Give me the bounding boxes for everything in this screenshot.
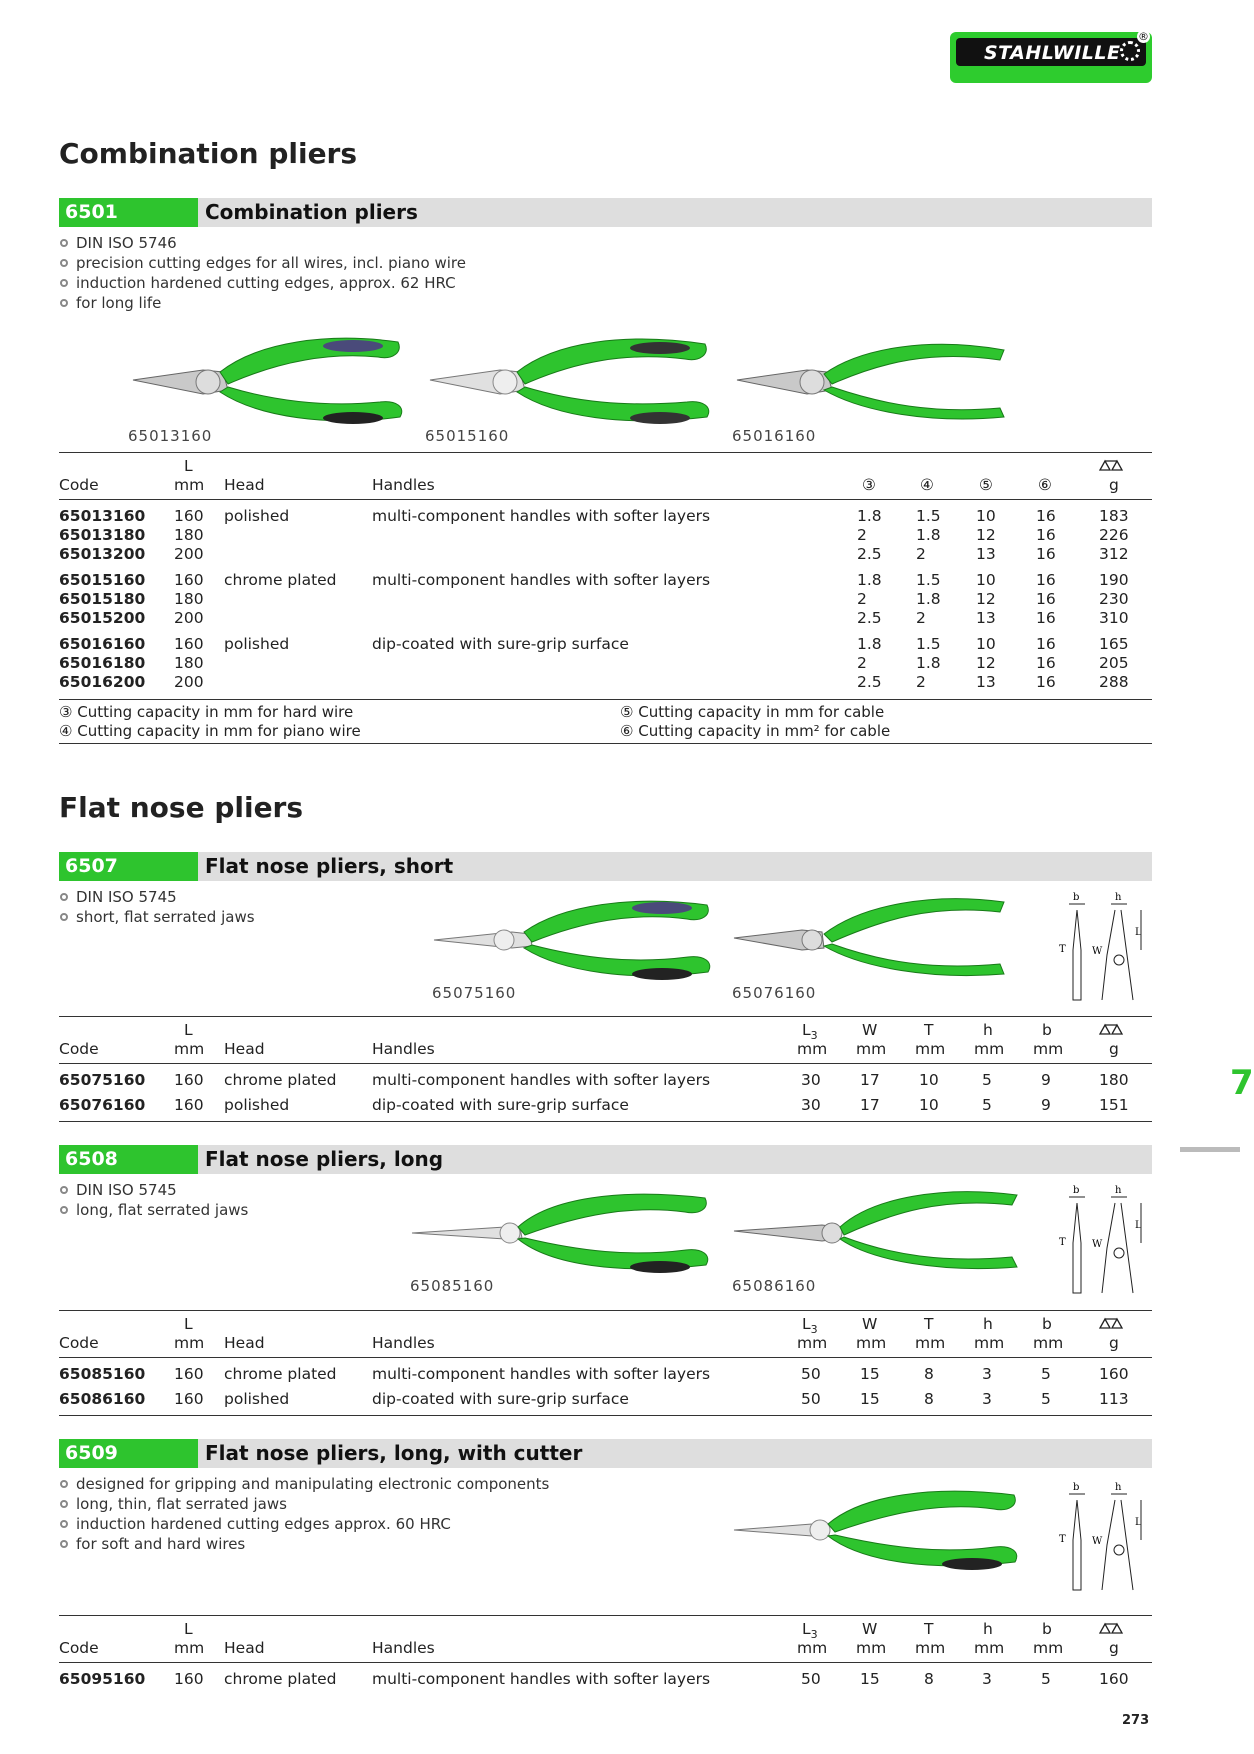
cell-c5: 12 (976, 654, 996, 672)
cell-b: 9 (1041, 1096, 1051, 1114)
cell-weight: 151 (1099, 1096, 1129, 1114)
feature-item: DIN ISO 5746 (59, 233, 466, 253)
cell-handles: multi-component handles with softer layers (372, 1365, 711, 1383)
diagram-label-h: h (1115, 892, 1122, 903)
cell-weight: 113 (1099, 1390, 1129, 1408)
diagram-label-b: b (1073, 1482, 1080, 1493)
plier-image-65075160 (432, 890, 712, 990)
col-header-mm: mm (915, 1639, 946, 1657)
registered-icon: ® (1138, 30, 1149, 43)
col-header-mm: mm (797, 1639, 828, 1657)
weight-icon (1097, 1316, 1125, 1330)
cell-c3: 2.5 (857, 545, 882, 563)
brand-name: STAHLWILLE (984, 42, 1121, 64)
cell-c3: 2.5 (857, 673, 882, 691)
col-header-code: Code (59, 1040, 99, 1058)
plier-image-65016160 (732, 332, 1012, 432)
cell-head: polished (224, 507, 290, 525)
cell-c5: 13 (976, 545, 996, 563)
feature-item: induction hardened cutting edges approx. 60 HRC (59, 1514, 549, 1534)
col-header-T: T (924, 1315, 934, 1333)
cell-T: 8 (924, 1390, 934, 1408)
plier-image-65076160 (732, 890, 1012, 990)
cell-c3: 2.5 (857, 609, 882, 627)
col-header-mm: mm (915, 1040, 946, 1058)
cell-c5: 10 (976, 635, 996, 653)
col-header-code: Code (59, 1639, 99, 1657)
cell-T: 8 (924, 1670, 934, 1688)
cell-b: 5 (1041, 1670, 1051, 1688)
footnote-rule (59, 743, 1152, 744)
product-code: 6507 (59, 852, 198, 881)
col-header-mm: mm (915, 1334, 946, 1352)
col-header-c4: ④ (920, 476, 934, 494)
product-code: 6508 (59, 1145, 198, 1174)
cell-b: 5 (1041, 1390, 1051, 1408)
table-header-rule (59, 1662, 1152, 1663)
image-label: 65085160 (410, 1277, 495, 1295)
image-label: 65076160 (732, 984, 817, 1002)
page-number: 273 (1122, 1713, 1150, 1728)
col-header-b: b (1042, 1620, 1052, 1638)
table-bottom-rule (59, 1415, 1152, 1416)
cell-c6: 16 (1036, 654, 1056, 672)
col-header-W: W (862, 1315, 878, 1333)
plier-image-65013160 (128, 332, 408, 432)
table-header-rule (59, 499, 1152, 500)
product-title: Combination pliers (205, 200, 418, 224)
cell-L: 160 (174, 1670, 204, 1688)
col-header-L: L (184, 1021, 193, 1039)
col-header-code: Code (59, 1334, 99, 1352)
plier-image-65086160 (732, 1183, 1022, 1283)
col-header-h: h (983, 1021, 993, 1039)
image-label: 65075160 (432, 984, 517, 1002)
col-header-L: L (184, 457, 193, 475)
cell-weight: 183 (1099, 507, 1129, 525)
col-header-mm: mm (1033, 1040, 1064, 1058)
diagram-label-L: L (1135, 927, 1142, 938)
cell-weight: 226 (1099, 526, 1129, 544)
cell-h: 5 (982, 1096, 992, 1114)
cell-c5: 10 (976, 571, 996, 589)
cell-c4: 2 (916, 609, 926, 627)
cell-c6: 16 (1036, 673, 1056, 691)
cell-L: 180 (174, 526, 204, 544)
col-header-mm: mm (1033, 1639, 1064, 1657)
product-bar-6507 (59, 852, 1152, 881)
cell-b: 5 (1041, 1365, 1051, 1383)
col-header-weight: g (1109, 1334, 1119, 1352)
diagram-label-T: T (1059, 1534, 1066, 1545)
cell-handles: multi-component handles with softer layers (372, 1071, 711, 1089)
col-header-L3-main: L (802, 1021, 811, 1039)
col-header-L3-sub: 3 (810, 1029, 818, 1043)
col-header-W: W (862, 1021, 878, 1039)
product-title: Flat nose pliers, long (205, 1147, 444, 1171)
cell-c3: 2 (857, 526, 867, 544)
col-header-mm: mm (797, 1040, 828, 1058)
cell-weight: 160 (1099, 1670, 1129, 1688)
feature-list-6508 (59, 1180, 248, 1220)
cell-c6: 16 (1036, 635, 1056, 653)
diagram-label-L: L (1135, 1220, 1142, 1231)
image-label: 65086160 (732, 1277, 817, 1295)
col-header-mm: mm (856, 1639, 887, 1657)
cell-W: 15 (860, 1365, 880, 1383)
col-header-T: T (924, 1620, 934, 1638)
cell-code: 65075160 (59, 1071, 146, 1089)
cell-W: 15 (860, 1670, 880, 1688)
col-header-handles: Handles (372, 476, 435, 494)
col-header-h: h (983, 1620, 993, 1638)
cell-c5: 12 (976, 590, 996, 608)
cell-c3: 1.8 (857, 507, 882, 525)
col-header-L3 (802, 1315, 818, 1336)
cell-L: 160 (174, 635, 204, 653)
cell-c6: 16 (1036, 507, 1056, 525)
cell-weight: 180 (1099, 1071, 1129, 1089)
diagram-label-T: T (1059, 1237, 1066, 1248)
col-header-mm: mm (174, 1639, 205, 1657)
col-header-c6: ⑥ (1038, 476, 1052, 494)
footnote: ⑤ Cutting capacity in mm for cable (620, 703, 885, 721)
cell-L: 160 (174, 1096, 204, 1114)
cell-weight: 160 (1099, 1365, 1129, 1383)
cell-handles: dip-coated with sure-grip surface (372, 635, 629, 653)
cell-handles: multi-component handles with softer layers (372, 507, 711, 525)
col-header-head: Head (224, 1639, 265, 1657)
gear-icon (1120, 41, 1140, 61)
weight-icon (1097, 1621, 1125, 1635)
diagram-label-b: b (1073, 1185, 1080, 1196)
cell-c4: 2 (916, 545, 926, 563)
diagram-label-L: L (1135, 1517, 1142, 1528)
col-header-L3-main: L (802, 1620, 811, 1638)
col-header-weight: g (1109, 1040, 1119, 1058)
cell-b: 9 (1041, 1071, 1051, 1089)
cell-L: 160 (174, 571, 204, 589)
cell-handles: dip-coated with sure-grip surface (372, 1096, 629, 1114)
col-header-mm: mm (856, 1334, 887, 1352)
cell-code: 65016200 (59, 673, 146, 691)
cell-handles: dip-coated with sure-grip surface (372, 1390, 629, 1408)
cell-W: 15 (860, 1390, 880, 1408)
image-label: 65015160 (425, 427, 510, 445)
diagram-label-b: b (1073, 892, 1080, 903)
col-header-head: Head (224, 476, 265, 494)
feature-item: long, flat serrated jaws (59, 1200, 248, 1220)
section-heading-flatnose: Flat nose pliers (59, 791, 304, 824)
cell-code: 65013180 (59, 526, 146, 544)
product-bar-6508 (59, 1145, 1152, 1174)
cell-c5: 12 (976, 526, 996, 544)
section-heading-combination: Combination pliers (59, 137, 358, 170)
col-header-L3-main: L (802, 1315, 811, 1333)
cell-W: 17 (860, 1071, 880, 1089)
col-header-L: L (184, 1620, 193, 1638)
cell-h: 3 (982, 1390, 992, 1408)
product-bar-6501 (59, 198, 1152, 227)
col-header-mm: mm (974, 1040, 1005, 1058)
cell-c4: 2 (916, 673, 926, 691)
product-title: Flat nose pliers, short (205, 854, 454, 878)
cell-L: 160 (174, 1071, 204, 1089)
col-header-mm: mm (974, 1334, 1005, 1352)
feature-item: long, thin, flat serrated jaws (59, 1494, 549, 1514)
table-header-rule (59, 1063, 1152, 1064)
feature-list-6501 (59, 233, 466, 313)
cell-L: 180 (174, 590, 204, 608)
cell-code: 65015200 (59, 609, 146, 627)
footnote: ④ Cutting capacity in mm for piano wire (59, 722, 361, 740)
feature-item: for long life (59, 293, 466, 313)
cell-c5: 13 (976, 673, 996, 691)
col-header-handles: Handles (372, 1040, 435, 1058)
col-header-L: L (184, 1315, 193, 1333)
cell-L: 160 (174, 507, 204, 525)
col-header-mm: mm (797, 1334, 828, 1352)
col-header-h: h (983, 1315, 993, 1333)
cell-L: 180 (174, 654, 204, 672)
cell-c3: 2 (857, 590, 867, 608)
cell-code: 65086160 (59, 1390, 146, 1408)
cell-head: polished (224, 1390, 290, 1408)
diagram-label-W: W (1092, 1239, 1103, 1250)
col-header-weight: g (1109, 476, 1119, 494)
product-code: 6501 (59, 198, 198, 227)
cell-L: 160 (174, 1365, 204, 1383)
col-header-c5: ⑤ (979, 476, 993, 494)
cell-c6: 16 (1036, 609, 1056, 627)
dimension-diagram-icon (1057, 1183, 1147, 1298)
table-top-rule (59, 1615, 1152, 1616)
cell-code: 65076160 (59, 1096, 146, 1114)
cell-L: 200 (174, 673, 204, 691)
table-top-rule (59, 1016, 1152, 1017)
cell-L3: 50 (801, 1390, 821, 1408)
cell-code: 65015180 (59, 590, 146, 608)
cell-code: 65013200 (59, 545, 146, 563)
table-bottom-rule (59, 699, 1152, 700)
weight-icon (1097, 1022, 1125, 1036)
plier-image-65095160 (732, 1480, 1022, 1580)
col-header-L3 (802, 1021, 818, 1042)
cell-handles: multi-component handles with softer layers (372, 1670, 711, 1688)
cell-code: 65016160 (59, 635, 146, 653)
footnote: ③ Cutting capacity in mm for hard wire (59, 703, 354, 721)
cell-c6: 16 (1036, 571, 1056, 589)
cell-code: 65016180 (59, 654, 146, 672)
table-header-rule (59, 1357, 1152, 1358)
product-bar-6509 (59, 1439, 1152, 1468)
cell-c4: 1.5 (916, 507, 941, 525)
feature-list-6509 (59, 1474, 549, 1554)
plier-image-65015160 (425, 332, 715, 432)
cell-head: polished (224, 1096, 290, 1114)
cell-weight: 310 (1099, 609, 1129, 627)
cell-c4: 1.8 (916, 654, 941, 672)
cell-code: 65095160 (59, 1670, 146, 1688)
image-label: 65013160 (128, 427, 213, 445)
diagram-label-T: T (1059, 944, 1066, 955)
col-header-c3: ③ (862, 476, 876, 494)
diagram-label-h: h (1115, 1482, 1122, 1493)
footnote: ⑥ Cutting capacity in mm² for cable (620, 722, 891, 740)
diagram-label-W: W (1092, 946, 1103, 957)
cell-c6: 16 (1036, 545, 1056, 563)
cell-weight: 312 (1099, 545, 1129, 563)
cell-c6: 16 (1036, 590, 1056, 608)
col-header-handles: Handles (372, 1334, 435, 1352)
cell-W: 17 (860, 1096, 880, 1114)
product-title: Flat nose pliers, long, with cutter (205, 1441, 583, 1465)
cell-head: chrome plated (224, 1670, 337, 1688)
cell-T: 8 (924, 1365, 934, 1383)
chapter-tab-line (1180, 1147, 1240, 1152)
col-header-L3-sub: 3 (810, 1628, 818, 1642)
dimension-diagram-icon (1057, 890, 1147, 1005)
col-header-W: W (862, 1620, 878, 1638)
cell-L: 200 (174, 545, 204, 563)
cell-handles: multi-component handles with softer layers (372, 571, 711, 589)
col-header-mm: mm (856, 1040, 887, 1058)
footnotes-left (59, 703, 361, 741)
cell-h: 3 (982, 1670, 992, 1688)
cell-c5: 13 (976, 609, 996, 627)
col-header-head: Head (224, 1040, 265, 1058)
cell-L: 200 (174, 609, 204, 627)
cell-code: 65015160 (59, 571, 146, 589)
feature-item: precision cutting edges for all wires, incl. piano wire (59, 253, 466, 273)
cell-head: chrome plated (224, 1365, 337, 1383)
col-header-mm: mm (1033, 1334, 1064, 1352)
cell-weight: 190 (1099, 571, 1129, 589)
feature-item: DIN ISO 5745 (59, 1180, 248, 1200)
feature-item: designed for gripping and manipulating electronic components (59, 1474, 549, 1494)
cell-head: chrome plated (224, 1071, 337, 1089)
col-header-weight: g (1109, 1639, 1119, 1657)
col-header-L3-sub: 3 (810, 1323, 818, 1337)
col-header-code: Code (59, 476, 99, 494)
col-header-mm: mm (174, 476, 205, 494)
diagram-label-h: h (1115, 1185, 1122, 1196)
footnotes-right (620, 703, 890, 741)
image-label: 65016160 (732, 427, 817, 445)
cell-head: chrome plated (224, 571, 337, 589)
col-header-L3 (802, 1620, 818, 1641)
cell-head: polished (224, 635, 290, 653)
cell-L: 160 (174, 1390, 204, 1408)
feature-item: DIN ISO 5745 (59, 887, 255, 907)
diagram-label-W: W (1092, 1536, 1103, 1547)
chapter-tab: 7 (1230, 1063, 1254, 1103)
cell-code: 65085160 (59, 1365, 146, 1383)
cell-c4: 1.5 (916, 635, 941, 653)
cell-T: 10 (919, 1096, 939, 1114)
col-header-mm: mm (174, 1334, 205, 1352)
cell-c3: 1.8 (857, 635, 882, 653)
cell-c4: 1.8 (916, 590, 941, 608)
feature-item: induction hardened cutting edges, approx. 62 HRC (59, 273, 466, 293)
cell-c4: 1.5 (916, 571, 941, 589)
cell-c3: 2 (857, 654, 867, 672)
col-header-b: b (1042, 1315, 1052, 1333)
col-header-mm: mm (974, 1639, 1005, 1657)
weight-icon (1097, 458, 1125, 472)
product-code: 6509 (59, 1439, 198, 1468)
cell-c5: 10 (976, 507, 996, 525)
cell-L3: 30 (801, 1071, 821, 1089)
col-header-b: b (1042, 1021, 1052, 1039)
cell-c4: 1.8 (916, 526, 941, 544)
dimension-diagram-icon (1057, 1480, 1147, 1595)
cell-code: 65013160 (59, 507, 146, 525)
cell-c6: 16 (1036, 526, 1056, 544)
cell-weight: 165 (1099, 635, 1129, 653)
cell-weight: 288 (1099, 673, 1129, 691)
cell-c3: 1.8 (857, 571, 882, 589)
col-header-T: T (924, 1021, 934, 1039)
cell-h: 5 (982, 1071, 992, 1089)
cell-L3: 30 (801, 1096, 821, 1114)
cell-T: 10 (919, 1071, 939, 1089)
plier-image-65085160 (410, 1183, 710, 1283)
col-header-handles: Handles (372, 1639, 435, 1657)
cell-weight: 230 (1099, 590, 1129, 608)
col-header-head: Head (224, 1334, 265, 1352)
cell-weight: 205 (1099, 654, 1129, 672)
cell-L3: 50 (801, 1670, 821, 1688)
table-top-rule (59, 1310, 1152, 1311)
brand-logo (950, 32, 1152, 83)
table-bottom-rule (59, 1121, 1152, 1122)
feature-list-6507 (59, 887, 255, 927)
cell-h: 3 (982, 1365, 992, 1383)
col-header-mm: mm (174, 1040, 205, 1058)
feature-item: short, flat serrated jaws (59, 907, 255, 927)
feature-item: for soft and hard wires (59, 1534, 549, 1554)
table-top-rule (59, 452, 1152, 453)
cell-L3: 50 (801, 1365, 821, 1383)
